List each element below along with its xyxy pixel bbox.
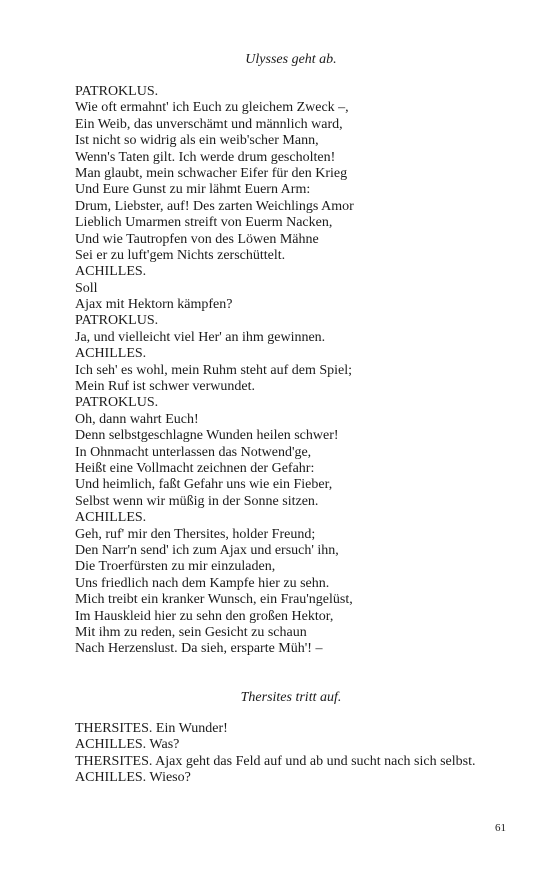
dialogue-block-main: [75, 84, 535, 658]
text-line: Drum, Liebster, auf! Des zarten Weichlings Amor: [75, 198, 354, 214]
text-line: Die Troerfürsten zu mir einzuladen,: [75, 559, 276, 575]
text-line: Mein Ruf ist schwer verwundet.: [75, 379, 256, 395]
text-line: Man glaubt, mein schwacher Eifer für den Krieg: [75, 165, 348, 181]
text-line: Selbst wenn wir müßig in der Sonne sitzen.: [75, 493, 319, 509]
text-line: PATROKLUS.: [75, 395, 159, 411]
text-line: Soll: [75, 280, 98, 296]
text-line: Mit ihm zu reden, sein Gesicht zu schaun: [75, 624, 307, 640]
text-line: Ich seh' es wohl, mein Ruhm steht auf dem Spiel;: [75, 362, 353, 378]
text-line: THERSITES. Ajax geht das Feld auf und ab und sucht nach sich selbst.: [75, 753, 476, 769]
text-line: ACHILLES.: [75, 264, 147, 280]
text-line: Im Hauskleid hier zu sehn den großen Hektor,: [75, 608, 334, 624]
text-line: Ist nicht so widrig als ein weib'scher Mann,: [75, 133, 319, 149]
text-line: Ein Weib, das unverschämt und männlich ward,: [75, 116, 343, 132]
text-line: ACHILLES.: [75, 346, 147, 362]
dialogue-block-prose: [75, 721, 535, 787]
text-line: Und heimlich, faßt Gefahr uns wie ein Fieber,: [75, 477, 333, 493]
text-line: In Ohnmacht unterlassen das Notwend'ge,: [75, 444, 312, 460]
text-line: Geh, ruf' mir den Thersites, holder Freund;: [75, 526, 316, 542]
text-line: THERSITES. Ein Wunder!: [75, 721, 228, 736]
text-line: PATROKLUS.: [75, 84, 159, 99]
text-line: Lieblich Umarmen streift von Euerm Nacken,: [75, 215, 333, 231]
text-line: ACHILLES.: [75, 510, 147, 526]
text-line: Den Narr'n send' ich zum Ajax und ersuch' ihn,: [75, 542, 339, 558]
text-line: Und Eure Gunst zu mir lähmt Euern Arm:: [75, 182, 311, 198]
text-line: Ja, und vielleicht viel Her' an ihm gewinnen.: [75, 329, 326, 345]
text-line: Sei er zu luft'gem Nichts zerschüttelt.: [75, 247, 286, 263]
text-line: Heißt eine Vollmacht zeichnen der Gefahr:: [75, 460, 315, 476]
page-number: 61: [495, 822, 506, 834]
text-line: Mich treibt ein kranker Wunsch, ein Frau'ngelüst,: [75, 592, 353, 608]
text-line: Nach Herzenslust. Da sieh, ersparte Müh'! –: [75, 641, 323, 657]
text-line: ACHILLES. Was?: [75, 737, 180, 753]
text-line: Ajax mit Hektorn kämpfen?: [75, 297, 233, 313]
text-line: Wenn's Taten gilt. Ich werde drum gescholten!: [75, 149, 336, 165]
stage-direction-exit: Ulysses geht ab.: [245, 52, 337, 67]
text-line: PATROKLUS.: [75, 313, 159, 329]
text-line: Und wie Tautropfen von des Löwen Mähne: [75, 231, 319, 247]
text-line: ACHILLES. Wieso?: [75, 770, 191, 786]
stage-direction-entrance: Thersites tritt auf.: [240, 690, 342, 705]
text-line: Wie oft ermahnt' ich Euch zu gleichem Zweck –,: [75, 100, 349, 116]
text-line: Oh, dann wahrt Euch!: [75, 411, 199, 427]
text-line: Uns friedlich nach dem Kampfe hier zu sehn.: [75, 575, 330, 591]
text-line: Denn selbstgeschlagne Wunden heilen schwer!: [75, 428, 339, 444]
